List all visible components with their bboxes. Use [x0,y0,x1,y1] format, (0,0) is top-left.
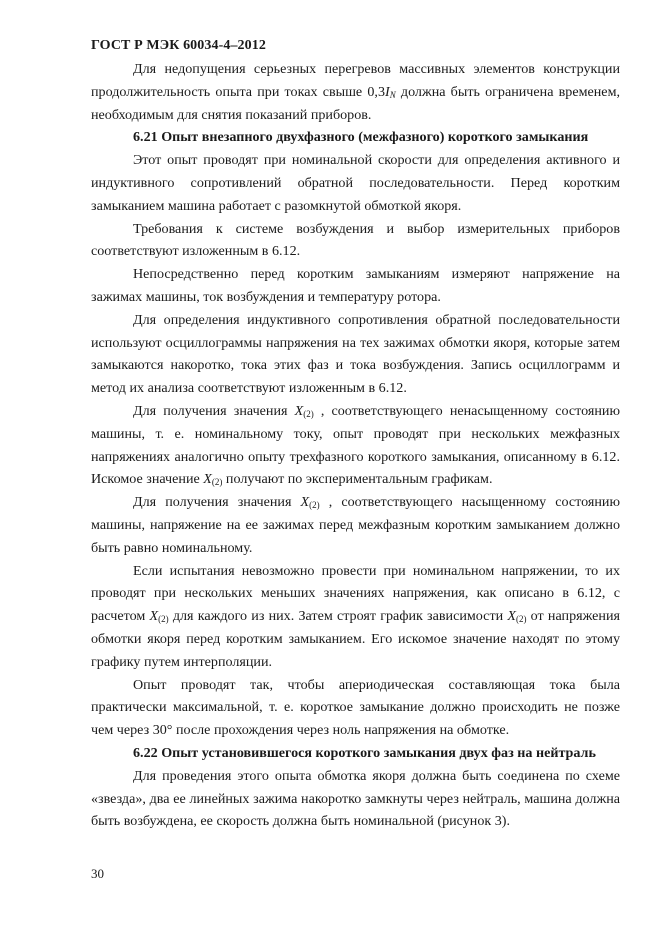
text-run: Для определения индуктивного сопротивления обратной последовательности используют осциллограммы напряжения на тех зажимах обмотки якоря, которые затем замыкаются накоротко, тока этих фаз и тока возбуждения. Запись осциллограмм и метод их анализа соответствуют изложенным в 6.12. [91,311,620,397]
paragraph [91,400,620,491]
text-run: 6.21 Опыт внезапного двухфазного (межфазного) короткого замыкания [133,129,589,146]
text-run: должна быть ограничена временем, необходимым для снятия показаний приборов. [91,83,621,123]
subscript: (2) [309,500,320,511]
subscript: N [389,89,396,100]
paragraph [91,218,620,264]
text-run: , соответствующего ненасыщенному состоянию машины, т. е. номинальному току, опыт проводят при нескольких межфазных напряжениях аналогично опыту трехфазного короткого замыкания, описанному в 6.12. Искомое значение [91,402,620,488]
text-run: Для получения значения [133,402,295,419]
section-heading [91,126,620,149]
page-number: 30 [91,866,104,881]
text-run: Требования к системе возбуждения и выбор измерительных приборов соответствуют изложенным в 6.12. [91,220,620,260]
math-symbol: X [203,471,212,488]
text-run: Для недопущения серьезных перегревов массивных элементов конструкции продолжительность опыта при токах свыше 0,3 [91,61,620,100]
text-run: 6.22 Опыт установившегося короткого замыкания двух фаз на нейтраль [133,744,596,761]
paragraph [91,765,620,833]
paragraph [91,309,620,400]
text-run: Если испытания невозможно провести при номинальном напряжении, то их проводят при нескольких меньших значениях напряжения, как описано в 6.12, с расчетом [91,562,620,625]
subscript: (2) [211,477,223,488]
paragraph [91,263,620,309]
text-run: Непосредственно перед коротким замыканиям измеряют напряжение на зажимах машины, ток возбуждения и температуру ротора. [91,266,620,305]
document-header: ГОСТ Р МЭК 60034-4–2012 [91,38,266,53]
paragraph [91,674,620,742]
math-symbol: X [507,608,516,625]
math-symbol: X [300,494,310,511]
subscript: (2) [515,614,527,625]
paragraph [91,491,620,559]
subscript: (2) [303,408,314,419]
document-body [91,58,620,833]
text-run: Для получения значения [133,494,301,511]
text-run: , соответствующего насыщенному состоянию машины, напряжение на ее зажимах перед межфазным коротким замыканием должно быть равно номинальному. [91,494,620,556]
section-heading [91,742,620,765]
text-run: Для проведения этого опыта обмотка якоря должна быть соединена по схеме «звезда», два ее линейных зажима накоротко замкнуты через нейтраль, машина должна быть возбуждена, ее скорость должна быть номинальной (рисунок 3). [91,767,620,830]
text-run: Опыт проводят так, чтобы апериодическая составляющая тока была практически максимальной, т. е. короткое замыкание должно происходить не позже чем через 30° после прохождения через ноль напряжения на обмотке. [91,676,620,739]
math-symbol: X [149,608,159,625]
text-run: от напряжения обмотки якоря перед коротким замыканием. Его искомое значение находят по этому графику путем интерполяции. [91,608,620,670]
math-symbol: X [294,402,304,419]
text-run: для каждого из них. Затем строят график зависимости [168,608,508,625]
paragraph [91,149,620,217]
math-symbol: I [385,83,390,100]
text-run: получают по экспериментальным графикам. [222,471,493,488]
paragraph [91,560,620,674]
text-run: Этот опыт проводят при номинальной скорости для определения активного и индуктивного сопротивлений обратной последовательности. Перед коротким замыканием машина работает с разомкнутой обмоткой якоря. [91,152,620,214]
paragraph [91,58,620,126]
subscript: (2) [158,614,169,625]
